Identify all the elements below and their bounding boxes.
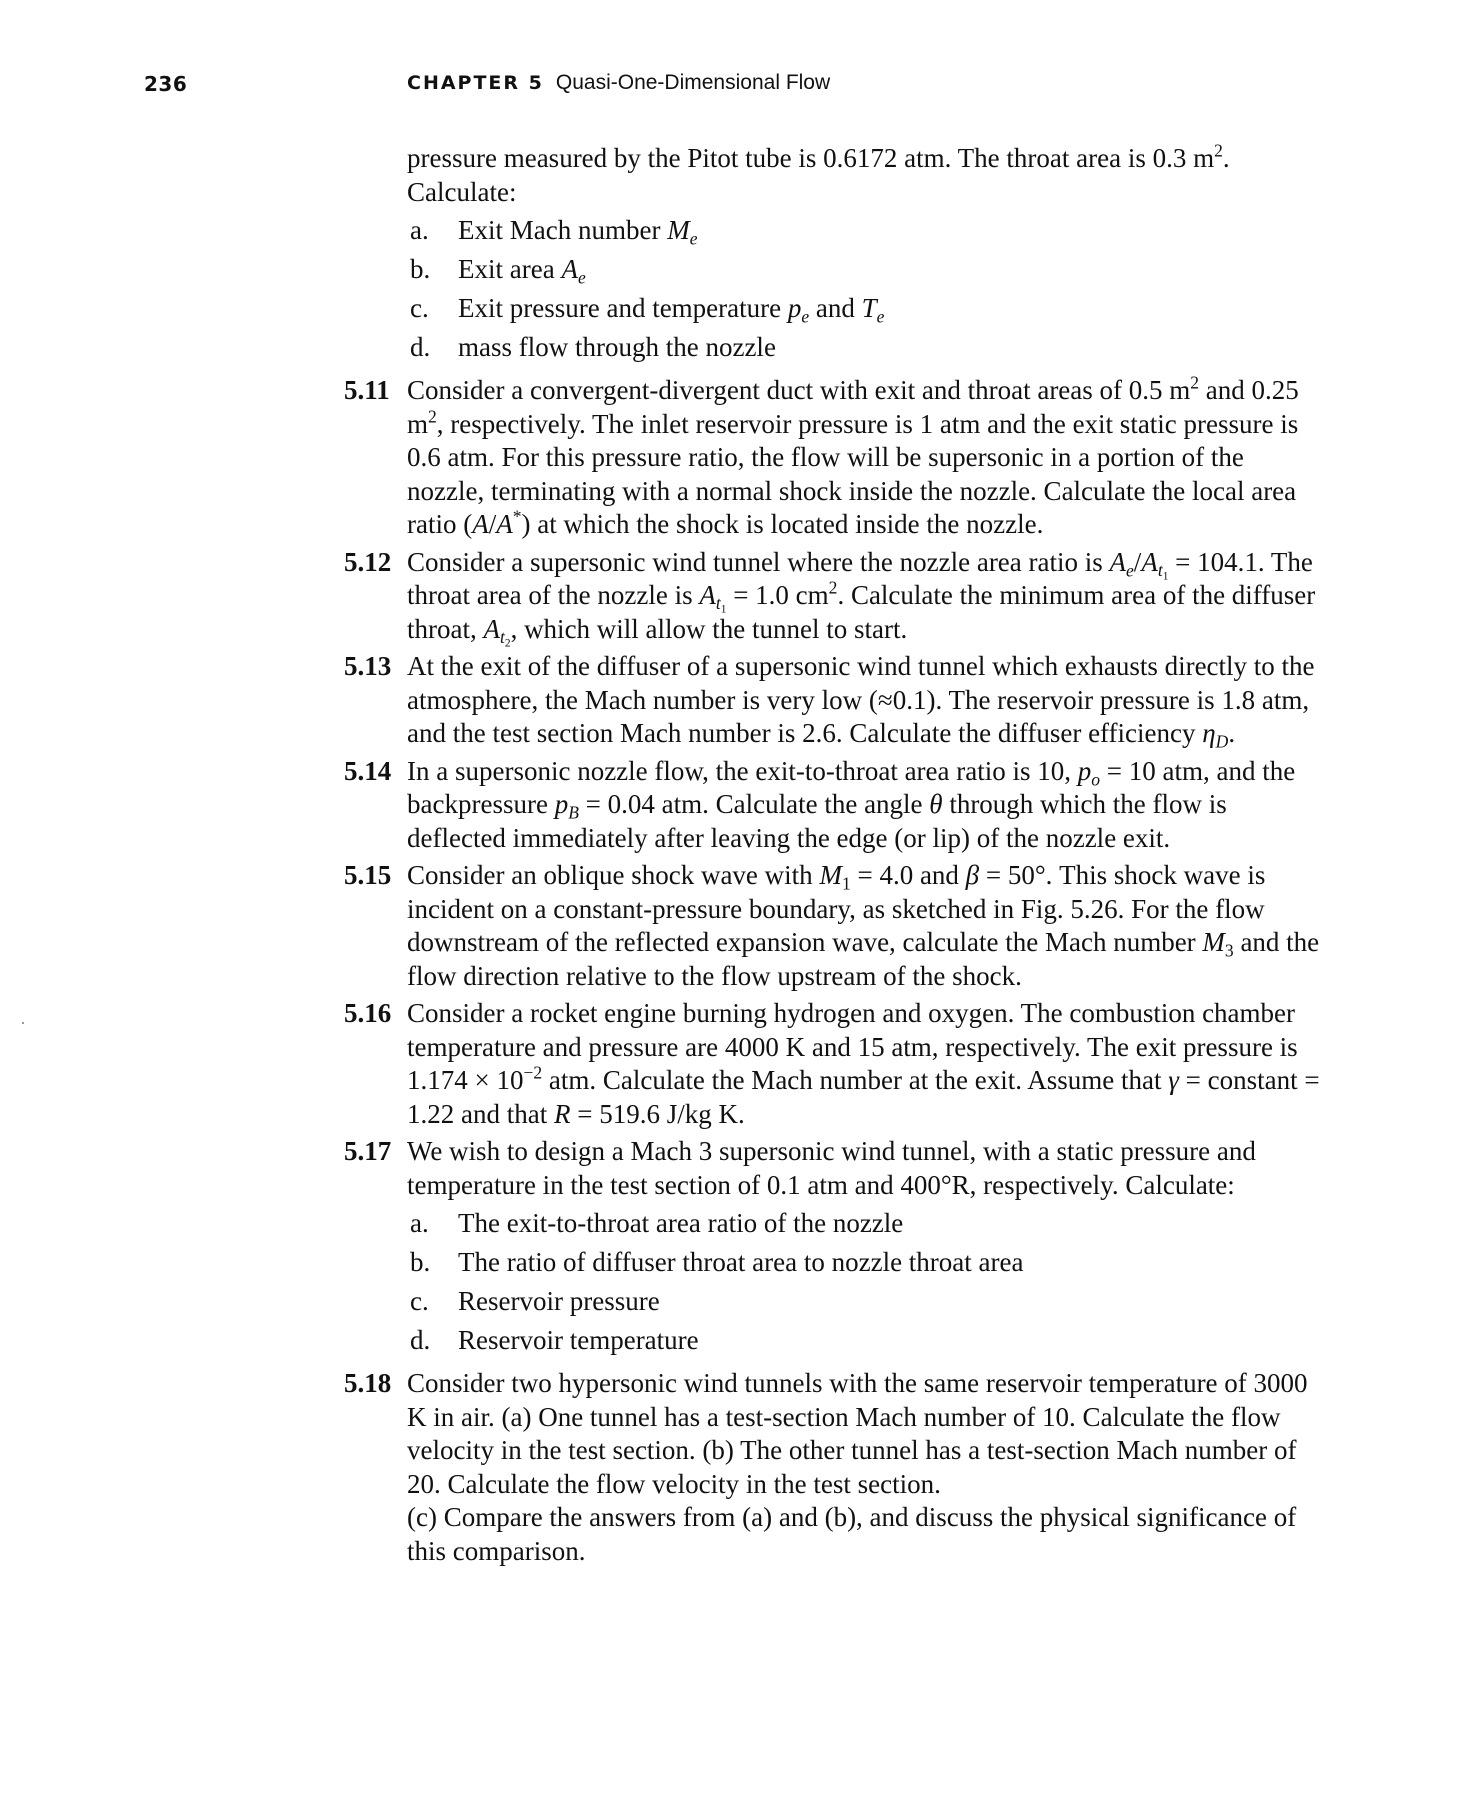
list-item: b. The ratio of diffuser throat area to nozzle throat area: [410, 1247, 1024, 1277]
problem-5-13: 5.13 At the exit of the diffuser of a supersonic wind tunnel which exhausts directly to the atmosphere, the Mach number is very low (≈0.1). The reservoir pressure is 1.8 atm, and the test section Mach number is 2.6. Calculate the diffuser efficiency $\eta_D$.: [344, 651, 1315, 752]
problem-5-16: 5.16 Consider a rocket engine burning hydrogen and oxygen. The combustion chamber temperature and pressure are 4000 K and 15 atm, respectively. The exit pressure is $1.174 \times 10^{-2}$ atm. Calculate the Mach number at the exit. Assume that γ = constant = 1.22 and that R = 519.6 J/kg K.: [344, 998, 1320, 1129]
continuation-calculate: Calculate:: [407, 176, 517, 207]
running-head: [407, 71, 830, 95]
problem-number: 5.18: [344, 1368, 392, 1398]
list-item: a. The exit-to-throat area ratio of the nozzle: [410, 1208, 904, 1238]
problem-5-15: 5.15 Consider an oblique shock wave with $M_1 = 4.0$ and β = 50°. This shock wave is incident on a constant-pressure boundary, as sketched in Fig. 5.26. For the flow downstream of the reflected expansion wave, calculate the Mach number $M_3$ and the flow direction relative to the flow upstream of the shock.: [344, 860, 1320, 991]
problem-number: 5.17: [344, 1136, 392, 1166]
problem-5-17: 5.17 We wish to design a Mach 3 supersonic wind tunnel, with a static pressure and temperature in the test section of 0.1 atm and 400°R, respectively. Calculate:: [344, 1136, 1256, 1200]
exercise-text: [344, 140, 1327, 1568]
continuation-sublist: [407, 214, 1327, 370]
list-item: b. Exit area $A_e$: [410, 254, 586, 288]
chapter-title: Quasi-One-Dimensional Flow: [555, 71, 831, 94]
problem-number: 5.16: [344, 998, 392, 1028]
problem-5-12: 5.12 Consider a supersonic wind tunnel where the nozzle area ratio is $A_e/A_{t_1} = 104.1$. The throat area of the nozzle is $A_{t_1} = 1.0$ $cm^2$. Calculate the minimum area of the diffuser throat, $A_{t_2}$, which will allow the tunnel to start.: [344, 546, 1316, 650]
problem-5-18-part-c: (c) Compare the answers from (a) and (b), and discuss the physical significance of this comparison.: [407, 1502, 1297, 1566]
list-item: c. Exit pressure and temperature $p_e$ and $T_e$: [410, 293, 885, 327]
problem-number: 5.15: [344, 860, 392, 890]
list-item: d. mass flow through the nozzle: [410, 332, 776, 362]
problem-number: 5.13: [344, 651, 392, 681]
problem-5-18: 5.18 Consider two hypersonic wind tunnels with the same reservoir temperature of 3000 K in air. (a) One tunnel has a test-section Mach number of 10. Calculate the flow velocity in the test section. (b) The other tunnel has a test-section Mach number of 20. Calculate the flow velocity in the test section. (c) Compare the answers from (a) and (b), and discuss the physical significance of this comparison.: [407, 1367, 1327, 1568]
list-item: a. Exit Mach number $M_e$: [410, 215, 698, 249]
list-item: c. Reservoir pressure: [410, 1286, 660, 1316]
chapter-label: CHAPTER 5: [407, 72, 544, 94]
problem-5-17-sublist: [407, 1207, 1327, 1363]
problem-number: 5.12: [344, 546, 392, 577]
page-number: 236: [144, 72, 188, 96]
scan-mark: [22, 1022, 24, 1024]
problem-5-11: 5.11 Consider a convergent-divergent duct with exit and throat areas of 0.5 $m^2$ and 0.25 $m^2$, respectively. The inlet reservoir pressure is 1 atm and the exit static pressure is 0.6 atm. For this pressure ratio, the flow will be supersonic in a portion of the nozzle, terminating with a normal shock inside the nozzle. Calculate the local area ratio (A/A*) at which the shock is located inside the nozzle.: [344, 372, 1299, 539]
problem-5-14: 5.14 In a supersonic nozzle flow, the exit-to-throat area ratio is 10, $p_o = 10$ atm, and the backpressure $p_B = 0.04$ atm. Calculate the angle θ through which the flow is deflected immediately after leaving the edge (or lip) of the nozzle exit.: [344, 755, 1296, 853]
list-item: d. Reservoir temperature: [410, 1325, 699, 1355]
continuation-line: pressure measured by the Pitot tube is 0.6172 atm. The throat area is 0.3 $m^2$.: [407, 140, 1230, 173]
problem-number: 5.11: [344, 375, 390, 405]
problem-number: 5.14: [344, 755, 392, 786]
